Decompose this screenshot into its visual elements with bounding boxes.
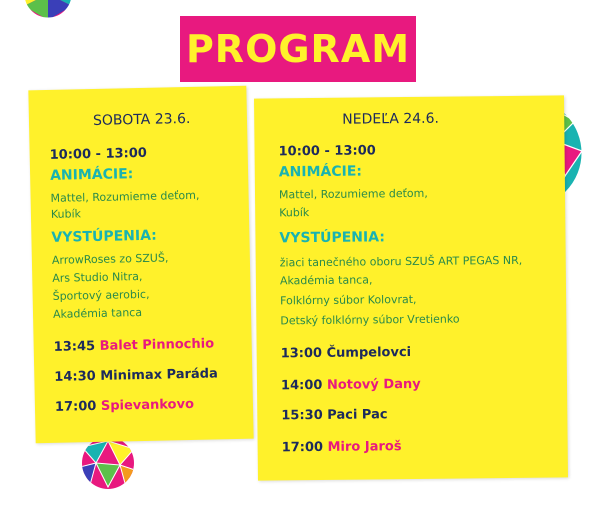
sunday-event [281,407,387,423]
program-title-banner [180,16,416,82]
sunday-event [282,439,402,455]
event-time: 17:00 [281,439,324,456]
event-time: 14:30 [54,368,96,385]
saturday-card [28,86,253,443]
saturday-animacie-line: Mattel, Rozumieme deťom, [50,188,200,205]
sunday-event [281,377,421,393]
saturday-time-range: 10:00 - 13:00 [49,145,148,163]
event-time: 15:30 [281,407,323,424]
saturday-event [55,397,194,415]
sunday-vystupenia-line: žiaci tanečného oboru SZUŠ ART PEGAS NR, [279,253,523,270]
saturday-event [54,336,215,354]
sunday-event [281,345,412,361]
event-name: Čumpelovci [326,345,412,361]
decorative-ball-bottom-left-icon [76,437,140,491]
event-name: Notový Dany [326,376,421,393]
event-time: 14:00 [280,377,323,394]
sunday-vystupenia-line: Folklórny súbor Kolovrat, [280,292,417,308]
sunday-vystupenia-label: VYSTÚPENIA: [279,229,385,247]
event-time: 13:45 [53,338,96,355]
saturday-vystupenia-line: ArrowRoses zo SZUŠ, [51,251,169,267]
saturday-day: SOBOTA 23.6. [92,110,191,129]
event-name: Spievankovo [100,396,195,414]
saturday-vystupenia-label: VYSTÚPENIA: [51,227,157,246]
sunday-animacie-label: ANIMÁCIE: [278,163,363,181]
sunday-vystupenia-line: Akadémia tanca, [279,273,373,288]
event-name: Miro Jaroš [327,439,402,455]
sunday-animacie-line: Kubík [279,206,310,220]
saturday-event [54,366,218,384]
event-time: 17:00 [54,398,97,415]
sunday-vystupenia-line: Detský folklórny súbor Vretienko [280,312,460,328]
event-time: 13:00 [280,345,323,362]
event-name: Balet Pinnochio [99,336,215,354]
saturday-vystupenia-line: Športový aerobic, [52,287,150,303]
event-name: Paci Pac [327,407,388,423]
event-name: Minimax Paráda [100,366,218,384]
saturday-vystupenia-line: Akadémia tanca [52,305,143,321]
decorative-ball-top-left-icon [22,0,74,22]
saturday-animacie-label: ANIMÁCIE: [49,166,134,184]
sunday-time-range: 10:00 - 13:00 [278,143,376,160]
sunday-day: NEDEĽA 24.6. [342,110,440,128]
sunday-animacie-line: Mattel, Rozumieme deťom, [278,186,428,202]
sunday-card [254,95,568,480]
page-title: PROGRAM [185,27,411,71]
saturday-animacie-line: Kubík [50,207,82,221]
saturday-vystupenia-line: Ars Studio Nitra, [52,269,143,285]
